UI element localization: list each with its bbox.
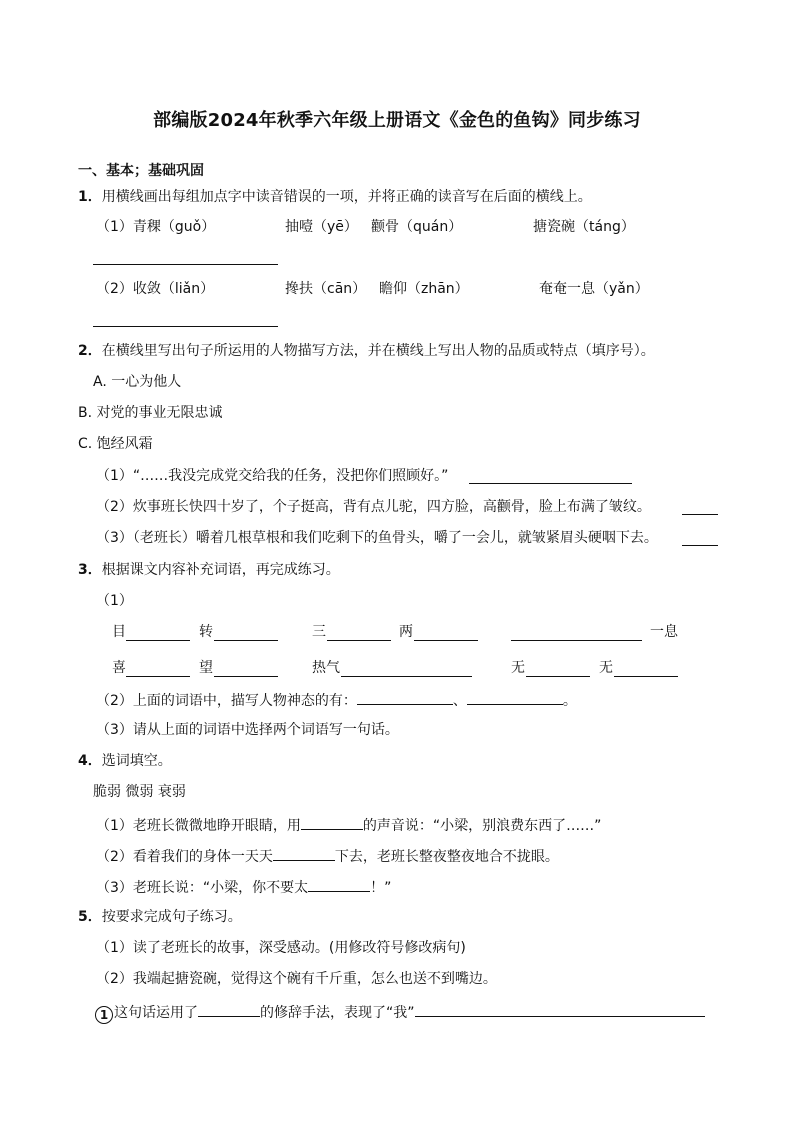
answer-blank[interactable] [214,676,278,677]
answer-blank[interactable] [214,640,278,641]
q3-part-2-text: （2）上面的词语中，描写人物神态的有： [96,693,357,709]
question-number: 5． [78,909,102,925]
answer-blank[interactable] [198,1002,260,1017]
q3-part-1-label: （1） [96,593,133,609]
q1-row2-item: 搀扶（cān） [285,281,367,297]
answer-blank[interactable] [126,676,190,677]
q5-sentence-1: （1）读了老班长的故事，深受感动。(用修改符号修改病句) [96,940,466,956]
answer-blank[interactable] [511,640,642,641]
answer-blank[interactable] [327,640,391,641]
q2-sentence-1: （1）“……我没完成党交给我的任务，没把你们照顾好。” [96,468,449,484]
page-title: 部编版2024年秋季六年级上册语文《金色的鱼钩》同步练习 [153,110,641,131]
question-number: 2． [78,343,102,359]
idiom-char: 三 [312,624,326,640]
answer-blank[interactable] [93,326,278,327]
idiom-char: 无 [599,660,613,676]
option-b: B. 对党的事业无限忠诚 [78,405,223,421]
idiom-char: 目 [112,624,126,640]
sentence-text: 这句话运用了 [114,1005,198,1021]
answer-blank[interactable] [126,640,190,641]
answer-blank[interactable] [614,676,678,677]
question-text: 用横线画出每组加点字中读音错误的一项，并将正确的读音写在后面的横线上。 [101,189,592,205]
option-c: C. 饱经风霜 [78,436,153,452]
idiom-char: 喜 [112,660,126,676]
answer-blank[interactable] [467,690,563,705]
question-text: 根据课文内容补充词语，再完成练习。 [101,562,340,578]
answer-blank[interactable] [93,264,278,265]
question-text: 选词填空。 [101,753,172,769]
question-4-stem [78,752,172,770]
answer-blank[interactable] [526,676,590,677]
question-3-stem [78,561,340,579]
q5-subquestion-1 [95,1002,705,1024]
idiom-char: 两 [399,624,413,640]
question-number: 3． [78,562,102,578]
answer-blank[interactable] [357,690,453,705]
period: 。 [562,693,577,709]
q4-sentence-1 [96,815,601,835]
q1-row2-item: （2）收敛（liǎn） [96,281,215,297]
idiom-char: 望 [199,660,213,676]
q1-row1-item: 搪瓷碗（táng） [533,219,635,235]
q4-sentence-3 [96,877,391,897]
sentence-text: （2）看着我们的身体一天天 [96,849,273,865]
answer-blank[interactable] [273,846,335,861]
q1-row1-item: （1）青稞（guǒ） [96,219,216,235]
sentence-text: （3）老班长说：“小梁，你不要太 [96,880,309,896]
answer-blank[interactable] [308,877,370,892]
q1-row1-item: 颧骨（quán） [371,219,463,235]
answer-blank[interactable] [414,640,478,641]
sentence-text: 的声音说：“小梁，别浪费东西了……” [362,818,602,834]
circled-number: 1 [95,1006,113,1024]
sentence-text: 的修辞手法，表现了“我” [260,1005,415,1021]
option-a: A. 一心为他人 [93,374,182,390]
q2-sentence-2: （2）炊事班长快四十岁了，个子挺高，背有点儿驼，四方脸，高颧骨，脸上布满了皱纹。 [96,499,651,515]
q2-sentence-3: （3）（老班长）嚼着几根草根和我们吃剩下的鱼骨头，嚼了一会儿，就皱紧眉头硬咽下去。 [96,530,658,546]
sentence-text: ！” [370,880,392,896]
answer-blank[interactable] [341,676,472,677]
answer-blank[interactable] [682,514,718,515]
q1-row2-item: 瞻仰（zhān） [379,281,469,297]
idiom-char: 热气 [312,660,340,676]
question-number: 1． [78,189,102,205]
q3-part-2 [96,690,577,710]
q1-row1-item: 抽噎（yē） [285,219,358,235]
separator: 、 [452,693,467,709]
question-number: 4． [78,753,102,769]
idiom-char: 无 [511,660,525,676]
answer-blank[interactable] [469,483,632,484]
question-text: 按要求完成句子练习。 [101,909,242,925]
word-choices: 脆弱 微弱 衰弱 [93,784,186,800]
section-heading: 一、基本；基础巩固 [78,163,204,179]
question-1-stem [78,188,592,206]
q5-sentence-2: （2）我端起搪瓷碗，觉得这个碗有千斤重，怎么也送不到嘴边。 [96,971,497,987]
answer-blank[interactable] [301,815,363,830]
answer-blank[interactable] [682,545,718,546]
answer-blank[interactable] [415,1002,705,1017]
q3-part-3: （3）请从上面的词语中选择两个词语写一句话。 [96,722,399,738]
question-2-stem [78,342,655,360]
question-text: 在横线里写出句子所运用的人物描写方法，并在横线上写出人物的品质或特点（填序号）。 [101,343,655,359]
q1-row2-item: 奄奄一息（yǎn） [539,281,649,297]
idiom-char: 转 [199,624,213,640]
question-5-stem [78,908,242,926]
sentence-text: 下去，老班长整夜整夜地合不拢眼。 [334,849,559,865]
q4-sentence-2 [96,846,559,866]
sentence-text: （1）老班长微微地睁开眼睛，用 [96,818,301,834]
idiom-char: 一息 [650,624,678,640]
